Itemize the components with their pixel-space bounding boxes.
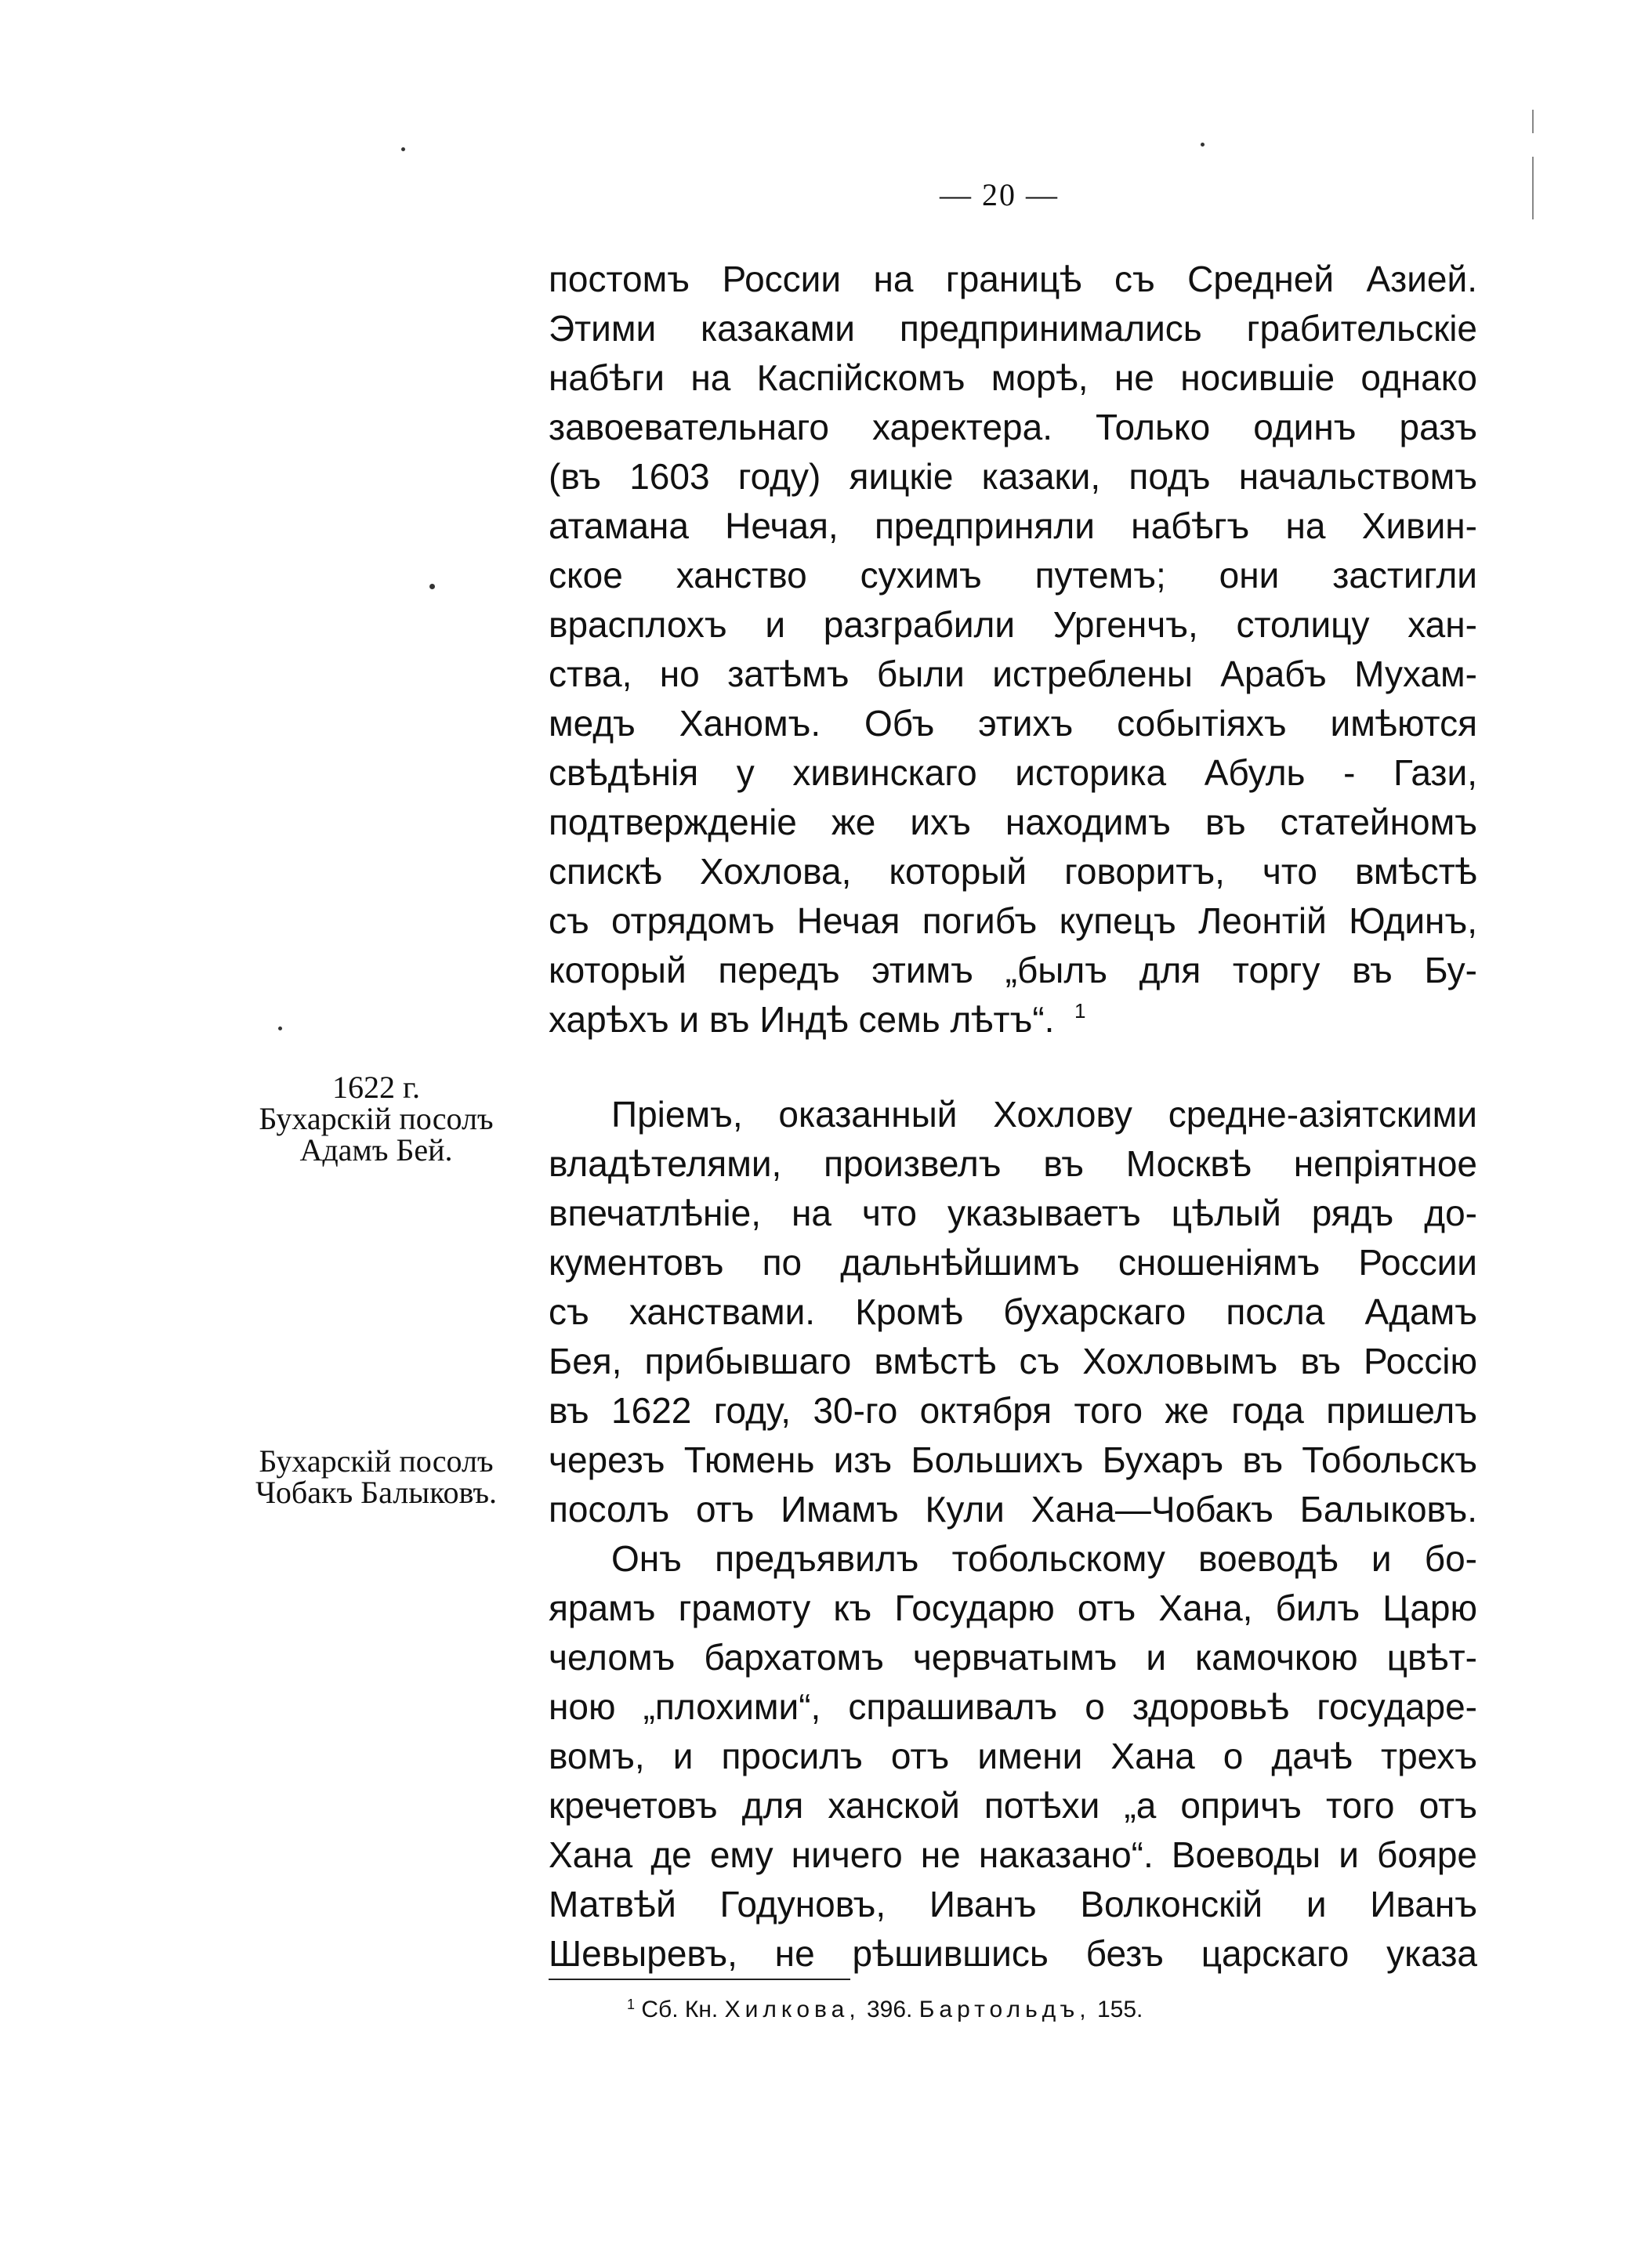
margin-note-chobak (208, 1443, 545, 1510)
scan-speck (1201, 143, 1205, 147)
paragraph (549, 1534, 1477, 1979)
text-line: съ отрядомъ Нечая погибъ купецъ Леонтій Юдинъ, (549, 900, 1477, 941)
text-line: челомъ бархатомъ червчатымъ и камочкою цвѣт- (549, 1637, 1477, 1678)
text-line: Пріемъ, оказанный Хохлову средне-азіятскими (611, 1094, 1477, 1135)
scan-speck (278, 1026, 282, 1030)
text-line: кречетовъ для ханской потѣхи „а опричъ того отъ (549, 1785, 1477, 1826)
text-line: свѣдѣнія у хивинскаго историка Абуль - Гази, (549, 752, 1477, 793)
text-line: Матвѣй Годуновъ, Иванъ Волконскій и Иванъ (549, 1884, 1477, 1924)
text-line: Онъ предъявилъ тобольскому воеводѣ и бо- (611, 1538, 1477, 1579)
footnote-reference: 1 (1074, 999, 1086, 1023)
text-line: врасплохъ и разграбили Ургенчъ, столицу хан- (549, 604, 1477, 645)
paragraph (549, 255, 1477, 1045)
text-line: ское ханство сухимъ путемъ; они застигли (549, 555, 1477, 596)
margin-note-line: Бухарскій посолъ (259, 1101, 494, 1136)
text-line: подтвержденіе же ихъ находимъ въ статейномъ (549, 802, 1477, 842)
footnote-rule (549, 1979, 850, 1980)
margin-note-line: Адамъ Бей. (299, 1132, 453, 1168)
text-line: ярамъ грамоту къ Государю отъ Хана, билъ Царю (549, 1588, 1477, 1628)
text-line-content: харѣхъ и въ Индѣ семь лѣтъ“. (549, 999, 1055, 1040)
footnote-page: 396. (867, 1997, 913, 2022)
text-line: (въ 1603 году) яицкіе казаки, подъ начальствомъ (549, 456, 1477, 497)
text-line: владѣтелями, произвелъ въ Москвѣ непріятное (549, 1143, 1477, 1184)
margin-note-1622 (208, 1072, 545, 1166)
scan-speck (429, 584, 435, 589)
text-line: съ ханствами. Кромѣ бухарскаго посла Адамъ (549, 1291, 1477, 1332)
paragraph-gap (549, 1045, 1477, 1090)
margin-note-line: 1622 г. (332, 1070, 420, 1105)
footnote-author: Хилкова, (724, 1997, 860, 2022)
text-line: посолъ отъ Имамъ Кули Хана—Чобакъ Балыковъ. (549, 1489, 1477, 1530)
scan-edge-mark (1532, 110, 1534, 133)
paragraph (549, 1090, 1477, 1534)
text-line: черезъ Тюмень изъ Большихъ Бухаръ въ Тобольскъ (549, 1439, 1477, 1480)
text-line: медъ Ханомъ. Объ этихъ событіяхъ имѣются (549, 703, 1477, 744)
footnote-author: Бартольдъ, (918, 1997, 1091, 2022)
text-line: который передъ этимъ „былъ для торгу въ Бу- (549, 950, 1477, 990)
scan-speck (401, 147, 405, 151)
text-line: спискѣ Хохлова, который говоритъ, что вмѣстѣ (549, 851, 1477, 892)
text-line: ною „плохими“, спрашивалъ о здоровьѣ государе- (549, 1686, 1477, 1727)
text-line: атамана Нечая, предприняли набѣгъ на Хивин- (549, 505, 1477, 546)
footnote (627, 1997, 1143, 2023)
text-line: вомъ, и просилъ отъ имени Хана о дачѣ трехъ (549, 1736, 1477, 1776)
text-line: Хана де ему ничего не наказано“. Воеводы и бояре (549, 1834, 1477, 1875)
footnote-page: 155. (1096, 1997, 1143, 2022)
text-line: впечатлѣніе, на что указываетъ цѣлый рядъ до- (549, 1193, 1477, 1233)
text-line: постомъ России на границѣ съ Средней Азией. (549, 259, 1477, 299)
text-line: ства, но затѣмъ были истреблены Арабъ Мухам- (549, 654, 1477, 694)
text-line: Шевыревъ, не рѣшившись безъ царскаго указа (549, 1933, 1477, 1974)
margin-note-line: Чобакъ Балыковъ. (255, 1475, 498, 1510)
text-line: кументовъ по дальнѣйшимъ сношеніямъ России (549, 1242, 1477, 1283)
footnote-source: Сб. Кн. (641, 1997, 719, 2022)
text-line: завоевательнаго харектера. Только одинъ разъ (549, 407, 1477, 447)
text-line (549, 995, 1477, 1045)
page-number: — 20 — (940, 177, 1059, 212)
text-line: Бея, прибывшаго вмѣстѣ съ Хохловымъ въ Россію (549, 1341, 1477, 1381)
margin-note-line: Бухарскій посолъ (259, 1443, 494, 1479)
text-line: въ 1622 году, 30-го октября того же года пришелъ (549, 1390, 1477, 1431)
scan-edge-mark (1532, 157, 1534, 219)
main-text (549, 255, 1477, 1979)
text-line: набѣги на Каспійскомъ морѣ, не носившіе однако (549, 357, 1477, 398)
footnote-marker: 1 (627, 1997, 636, 2012)
text-line: Этими казаками предпринимались грабительскіе (549, 308, 1477, 349)
